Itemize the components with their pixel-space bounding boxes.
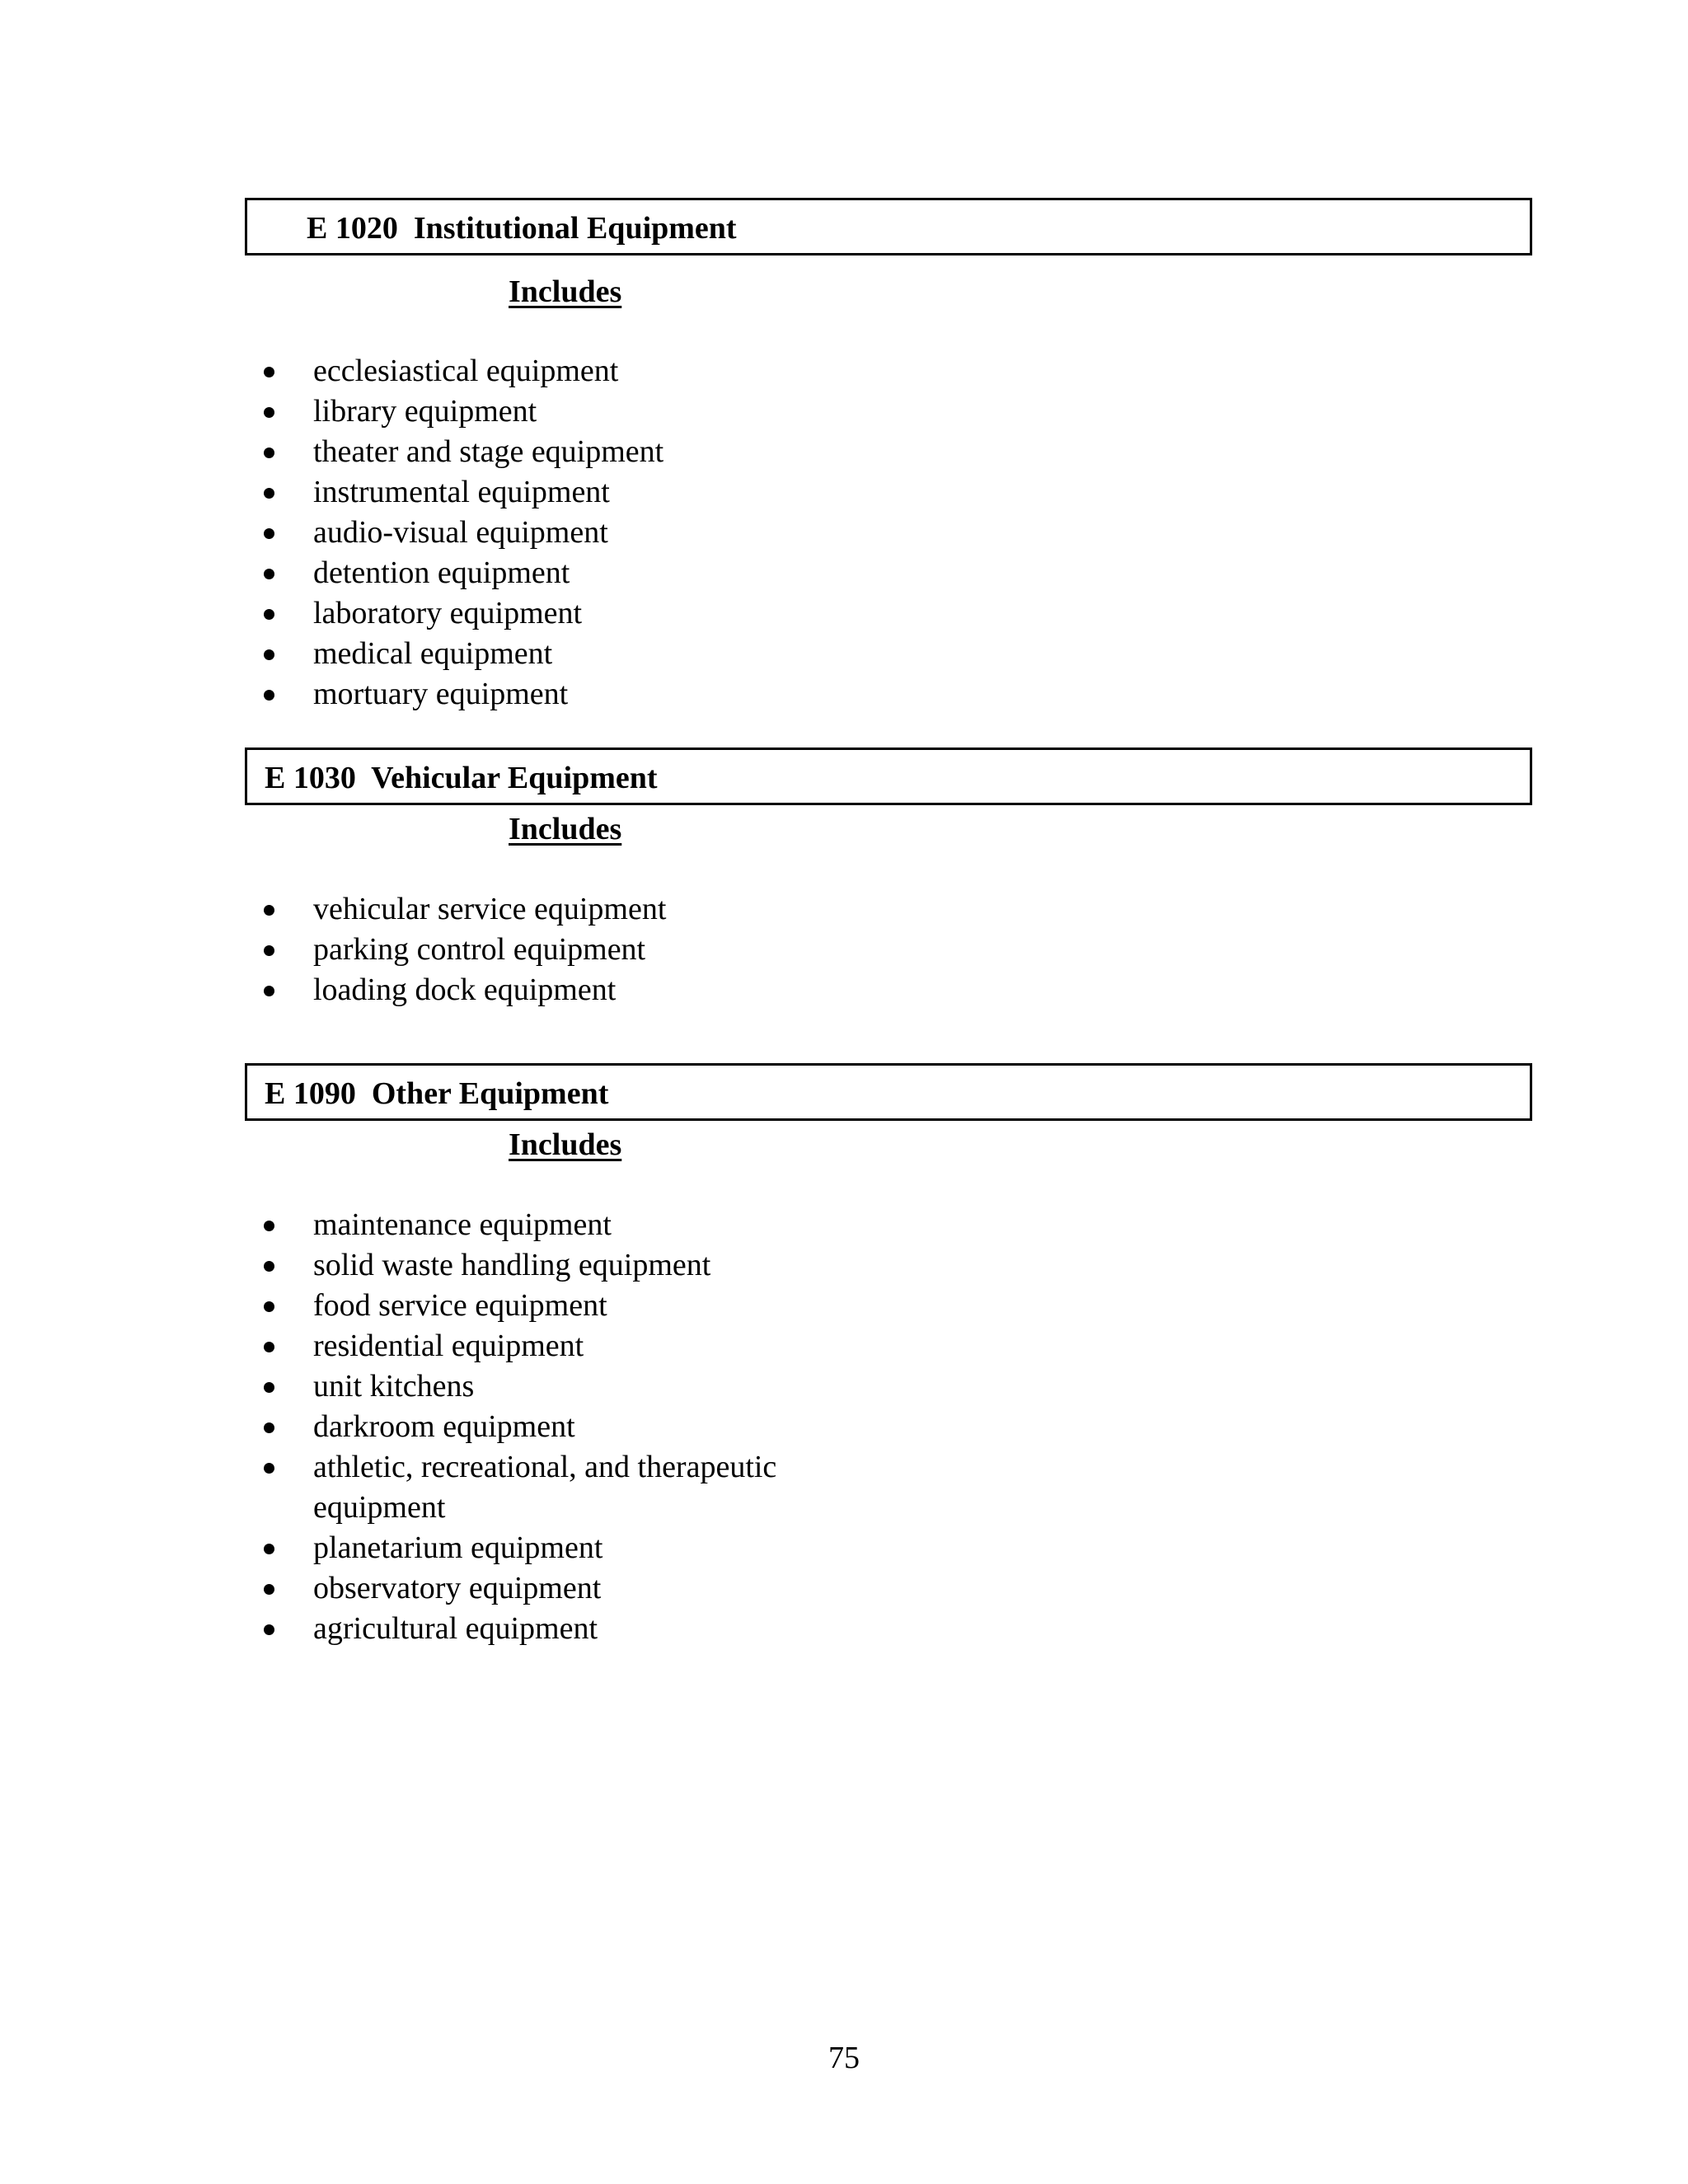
bullet-icon [264,986,274,996]
bullet-icon [264,528,274,539]
bullet-icon [264,1382,274,1393]
bullet-icon [264,945,274,956]
bullet-icon [264,905,274,916]
bullet-icon [264,1342,274,1352]
bullet-icon [264,448,274,458]
bullet-icon [264,1422,274,1433]
bullet-icon [264,609,274,620]
bullet-icon [264,1624,274,1635]
section-heading: E 1030 Vehicular Equipment [265,761,658,795]
includes-label: Includes [509,812,622,846]
bullet-icon [264,1544,274,1554]
bullet-icon [264,367,274,377]
bullet-icon [264,1261,274,1272]
bullet-icon [264,488,274,499]
bullet-icon [264,1584,274,1595]
bullet-icon [264,690,274,701]
bullet-icon [264,407,274,418]
bullet-icon [264,569,274,579]
includes-label: Includes [509,1127,622,1162]
section-heading-box [245,1063,1532,1121]
bullet-icon [264,1221,274,1231]
section-heading-box [245,748,1532,805]
includes-label: Includes [509,274,622,309]
bullet-icon [264,1463,274,1474]
section-heading-box [245,198,1532,255]
bullet-icon [264,649,274,660]
page-number: 75 [828,2041,860,2075]
section-heading: E 1090 Other Equipment [265,1076,609,1111]
bullet-icon [264,1301,274,1312]
section-heading: E 1020 Institutional Equipment [307,211,737,246]
